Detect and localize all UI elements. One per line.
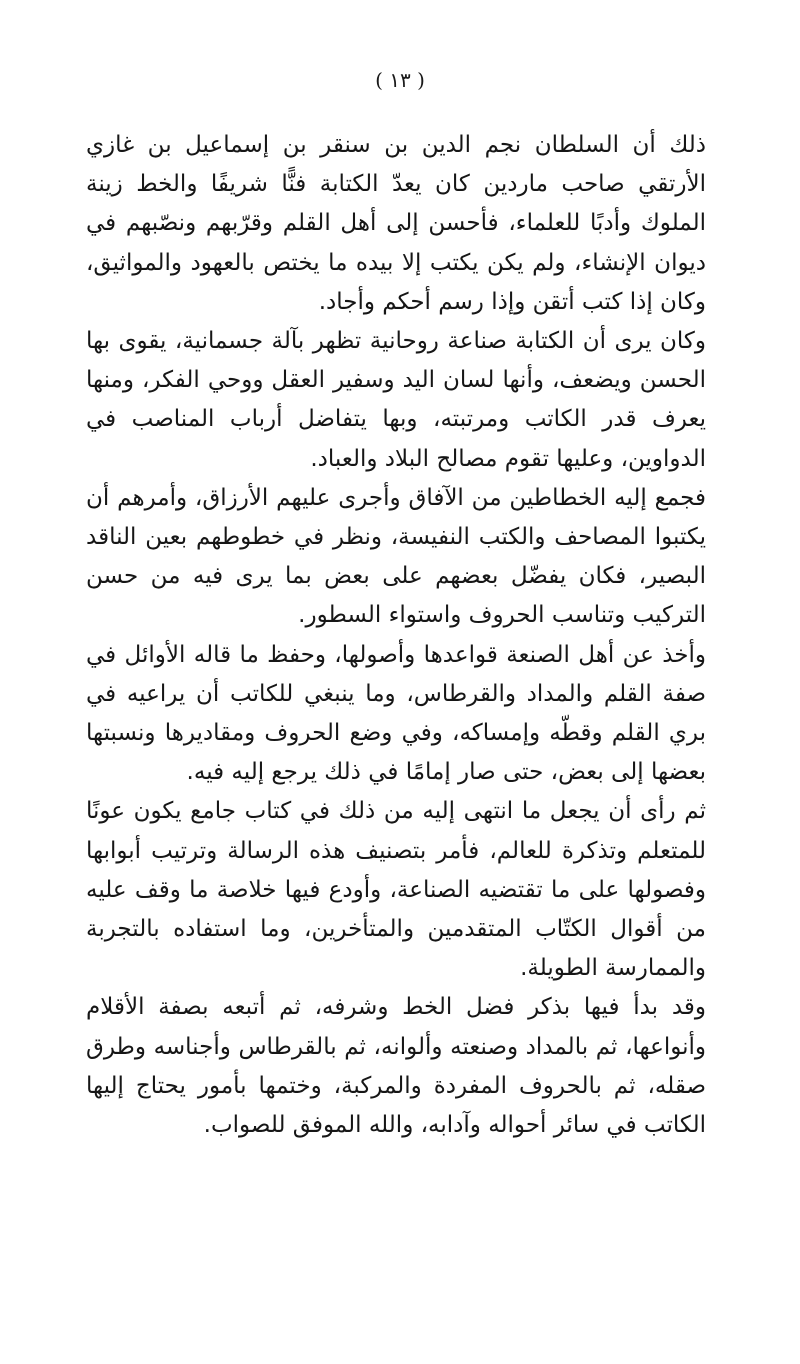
paragraph: ذلك أن السلطان نجم الدين بن سنقر بن إسماعيل بن غازي الأرتقي صاحب ماردين كان يعدّ الكتابة فنًّا شريفًا والخط زينة الملوك وأدبًا للعلماء، فأحسن إلى أهل القلم وقرّبهم ونصّبهم في ديوان الإنشاء، ولم يكن يكتب إلا بيده ما يختص بالعهود والمواثيق، وكان إذا كتب أتقن وإذا رسم أحكم وأجاد. bbox=[86, 132, 706, 315]
paragraph: وقد بدأ فيها بذكر فضل الخط وشرفه، ثم أتبعه بصفة الأقلام وأنواعها، ثم بالمداد وصنعته وألوانه، ثم بالقرطاس وأجناسه وطرق صقله، ثم بالحروف المفردة والمركبة، وختمها بأمور يحتاج إليها الكاتب في سائر أحواله وآدابه، والله الموفق للصواب. bbox=[86, 994, 706, 1139]
paragraph: ثم رأى أن يجعل ما انتهى إليه من ذلك في كتاب جامع يكون عونًا للمتعلم وتذكرة للعالم، فأمر بتصنيف هذه الرسالة وترتيب أبوابها وفصولها على ما تقتضيه الصناعة، وأودع فيها خلاصة ما وقف عليه من أقوال الكتّاب المتقدمين والمتأخرين، وما استفاده بالتجربة والممارسة الطويلة. bbox=[86, 798, 706, 982]
page-number: ( ١٣ ) bbox=[375, 68, 425, 92]
paragraph: وأخذ عن أهل الصنعة قواعدها وأصولها، وحفظ ما قاله الأوائل في صفة القلم والمداد والقرطاس، وما ينبغي للكاتب أن يراعيه في بري القلم وقطّه وإمساكه، وفي وضع الحروف ومقاديرها ونسبتها بعضها إلى بعض، حتى صار إمامًا في ذلك يرجع إليه فيه. bbox=[86, 641, 706, 786]
body-text bbox=[86, 126, 706, 1336]
paragraph: وكان يرى أن الكتابة صناعة روحانية تظهر بآلة جسمانية، يقوى بها الحسن ويضعف، وأنها لسان اليد وسفير العقل ووحي الفكر، ومنها يعرف قدر الكاتب ومرتبته، وبها يتفاضل أرباب المناصب في الدواوين، وعليها تقوم مصالح البلاد والعباد. bbox=[86, 328, 706, 472]
paragraph: فجمع إليه الخطاطين من الآفاق وأجرى عليهم الأرزاق، وأمرهم أن يكتبوا المصاحف والكتب النفيسة، ونظر في خطوطهم بعين الناقد البصير، فكان يفضّل بعضهم على بعض بما يرى فيه من حسن التركيب وتناسب الحروف واستواء السطور. bbox=[86, 484, 706, 629]
